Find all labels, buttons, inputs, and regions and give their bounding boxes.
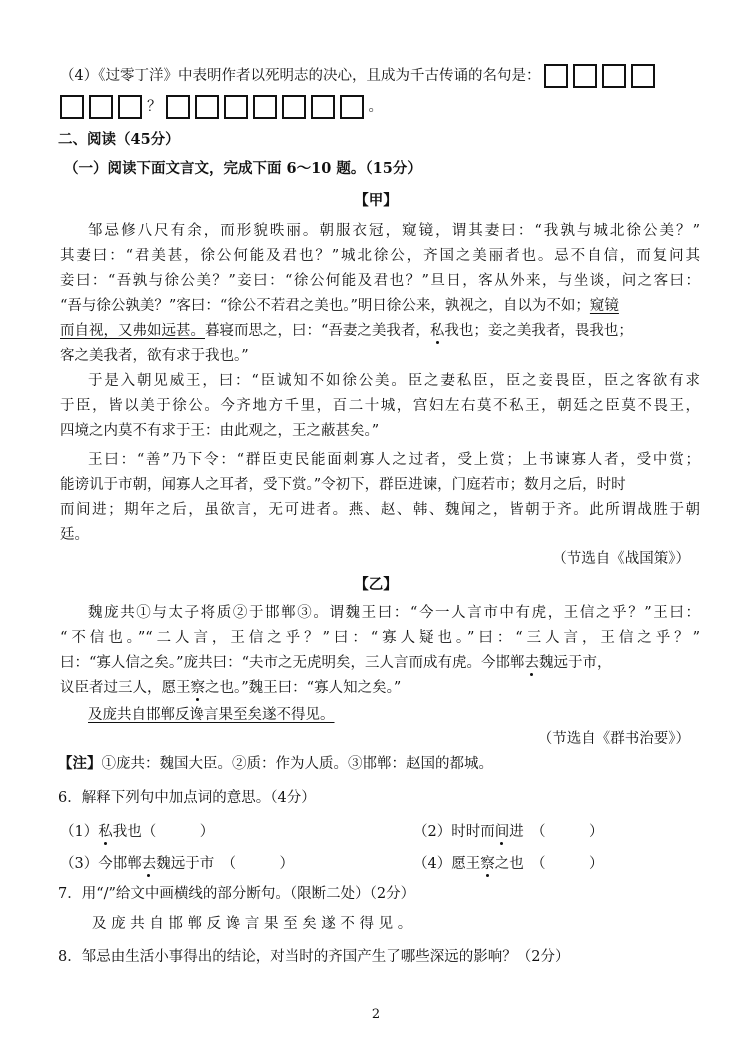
q6-item-2-num: （2） (413, 824, 452, 840)
jia-p3-l3: 而间进；期年之后，虽欲言，无可进者。燕、赵、韩、魏闻之，皆朝于齐。此所谓战胜于朝 (60, 502, 700, 518)
jia-p3-l2-tail1: 时 (596, 477, 612, 493)
yi-label: 【乙】 (354, 576, 398, 593)
jia-p1-l4 (60, 294, 700, 315)
q6-item-3-before: 今邯郸 (98, 856, 142, 872)
jia-p1-l4-underlined: 窥镜 (589, 298, 619, 314)
note-text: ①庞共：魏国大臣。②质：作为人质。③邯郸：赵国的都城。 (101, 756, 493, 772)
q4-answer-box[interactable] (166, 95, 190, 119)
page-number: 2 (371, 1007, 381, 1022)
q4-mid-punct: ？ (147, 99, 162, 115)
jia-p1-l3: 妾曰：“吾孰与徐公美？”妾曰：“徐公何能及君也？”旦日，客从外来，与坐谈，问之客曰： (60, 273, 700, 289)
q8-title: 8．邹忌由生活小事得出的结论，对当时的齐国产生了哪些深远的影响？（2分） (58, 949, 570, 965)
q6-item-4 (413, 852, 603, 873)
q6-item-3-after: 魏远于市 (156, 856, 215, 872)
q6-item-1-after: 我也 (112, 824, 142, 840)
jia-p2-l2: 于臣，皆以美于徐公。今齐地方千里，百二十城，宫妇左右莫不私王，朝廷之臣莫不畏王， (60, 398, 700, 414)
q4-line2 (60, 95, 383, 119)
q4-answer-box[interactable] (60, 95, 84, 119)
q6-item-2 (413, 820, 603, 841)
jia-p1-l6: 客之美我者，欲有求于我也。” (60, 348, 249, 364)
yi-l1: 魏庞共①与太子将质②于邯郸③。谓魏王曰：“今一人言市中有虎，王信之乎？”王曰： (88, 605, 700, 621)
yi-l3-text: 曰：“寡人信之矣。”庞共曰：“夫市之无虎明矣，三人言而成有虎。今邯郸 (60, 655, 525, 671)
jia-p1-l1: 邹忌修八尺有余，而形貌昳丽。朝服衣冠，窥镜，谓其妻曰：“我孰与城北徐公美？” (88, 223, 700, 239)
q4-answer-boxes-row2a[interactable] (60, 99, 147, 115)
q6-item-2-blank[interactable]: （ ） (538, 824, 604, 840)
dotted-word-si: 私 (429, 323, 445, 339)
q6-item-4-after: 之也 (494, 856, 524, 872)
q4-answer-boxes-row2b[interactable] (166, 99, 369, 115)
yi-l3-end: 魏远于市， (539, 655, 612, 671)
q6-item-4-dotword: 察 (480, 856, 495, 872)
yi-l3 (60, 651, 612, 672)
yi-l4-end: 之也。”魏王曰：“寡人知之矣。” (205, 680, 402, 696)
jia-p1-l4-text: “吾与徐公孰美？”客曰：“徐公不若君之美也。”明日徐公来，孰视之，自以为不如； (60, 298, 590, 314)
jia-p1-l5-end: 我也；妾之美我者，畏我也； (444, 323, 633, 339)
q7-sentence[interactable]: 及 庞 共 自 邯 郸 反 谗 言 果 至 矣 遂 不 得 见 。 (92, 916, 413, 932)
q6-item-1 (60, 820, 214, 841)
q6-item-3-dotword: 去 (141, 856, 157, 872)
q6-item-1-dotword: 私 (98, 824, 113, 840)
jia-p1-l5-underlined: 而自视，又弗如远甚。 (60, 323, 205, 339)
jia-p3-l2-tail2: 时 (611, 477, 626, 493)
q6-item-2-before: 时时而 (451, 824, 495, 840)
q7-title: 7．用“/”给文中画横线的部分断句。（限断二处）（2分） (58, 886, 416, 902)
q6-item-2-after: 进 (509, 824, 524, 840)
dotted-word-qu: 去 (524, 655, 539, 671)
yi-source: （节选自《群书治要》） (537, 731, 690, 747)
q6-title: 6．解释下列句中加点词的意思。（4分） (58, 790, 316, 806)
q4-answer-box[interactable] (118, 95, 142, 119)
note (58, 752, 493, 773)
q6-item-3-num: （3） (60, 856, 99, 872)
q4-answer-box[interactable] (573, 64, 597, 88)
jia-label: 【甲】 (354, 192, 398, 209)
q4-answer-box[interactable] (631, 64, 655, 88)
dotted-word-cha: 察 (190, 680, 205, 696)
q4-answer-box[interactable] (89, 95, 113, 119)
q4-answer-box[interactable] (544, 64, 568, 88)
section2-title: 二、阅读（45分） (58, 131, 180, 148)
q6-item-1-num: （1） (60, 824, 99, 840)
q4-text: （4）《过零丁洋》中表明作者以死明志的决心，且成为千古传诵的名句是： (60, 68, 541, 84)
q4-answer-box[interactable] (340, 95, 364, 119)
q4-answer-box[interactable] (195, 95, 219, 119)
q4-line1 (60, 64, 660, 88)
q6-item-4-blank[interactable]: （ ） (538, 856, 604, 872)
q4-answer-box[interactable] (224, 95, 248, 119)
jia-p3-l2-text: 能谤讥于市朝，闻寡人之耳者，受下赏。”令初下，群臣进谏，门庭若市；数月之后， (60, 477, 597, 493)
yi-l5-underlined: 及庞共自邯郸反谗言果至矣遂不得见。 (88, 707, 335, 723)
q6-item-3 (60, 852, 294, 873)
yi-l4-text: 议臣者过三人，愿王 (60, 680, 191, 696)
jia-source: （节选自《战国策》） (552, 551, 690, 567)
jia-p1-l5-rest: 暮寝而思之，曰：“吾妻之美我者， (205, 323, 430, 339)
jia-p2-l3: 四境之内莫不有求于王：由此观之，王之蔽甚矣。” (60, 423, 380, 439)
q6-item-4-num: （4） (413, 856, 452, 872)
part1-title: （一）阅读下面文言文，完成下面 6～10 题。（15分） (64, 160, 422, 177)
jia-p3-l1: 王曰：“善”乃下令：“群臣吏民能面刺寡人之过者，受上赏；上书谏寡人者，受中赏； (88, 452, 700, 468)
jia-p3-l4: 廷。 (60, 527, 89, 543)
yi-l2: “不信也。”“二人言，王信之乎？”曰：“寡人疑也。”曰：“三人言，王信之乎？” (60, 630, 700, 646)
q6-item-1-blank[interactable]: （ ） (141, 824, 215, 840)
q6-item-3-blank[interactable]: （ ） (228, 856, 294, 872)
jia-p2-l1: 于是入朝见威王，曰：“臣诚知不如徐公美。臣之妻私臣，臣之妾畏臣，臣之客欲有求 (88, 373, 700, 389)
jia-p3-l2 (60, 473, 626, 494)
q4-answer-box[interactable] (282, 95, 306, 119)
q4-end-punct: 。 (368, 99, 383, 115)
note-label: 【注】 (58, 755, 102, 772)
q4-answer-box[interactable] (602, 64, 626, 88)
q6-item-4-before: 愿王 (451, 856, 481, 872)
q4-answer-boxes-row1[interactable] (544, 68, 660, 84)
jia-p1-l2: 其妻曰：“君美甚，徐公何能及君也？”城北徐公，齐国之美丽者也。忌不自信，而复问其 (60, 248, 700, 264)
jia-p1-l5 (60, 319, 633, 340)
q6-item-2-dotword: 间 (494, 824, 510, 840)
q4-answer-box[interactable] (253, 95, 277, 119)
q4-answer-box[interactable] (311, 95, 335, 119)
yi-l4 (60, 676, 401, 697)
